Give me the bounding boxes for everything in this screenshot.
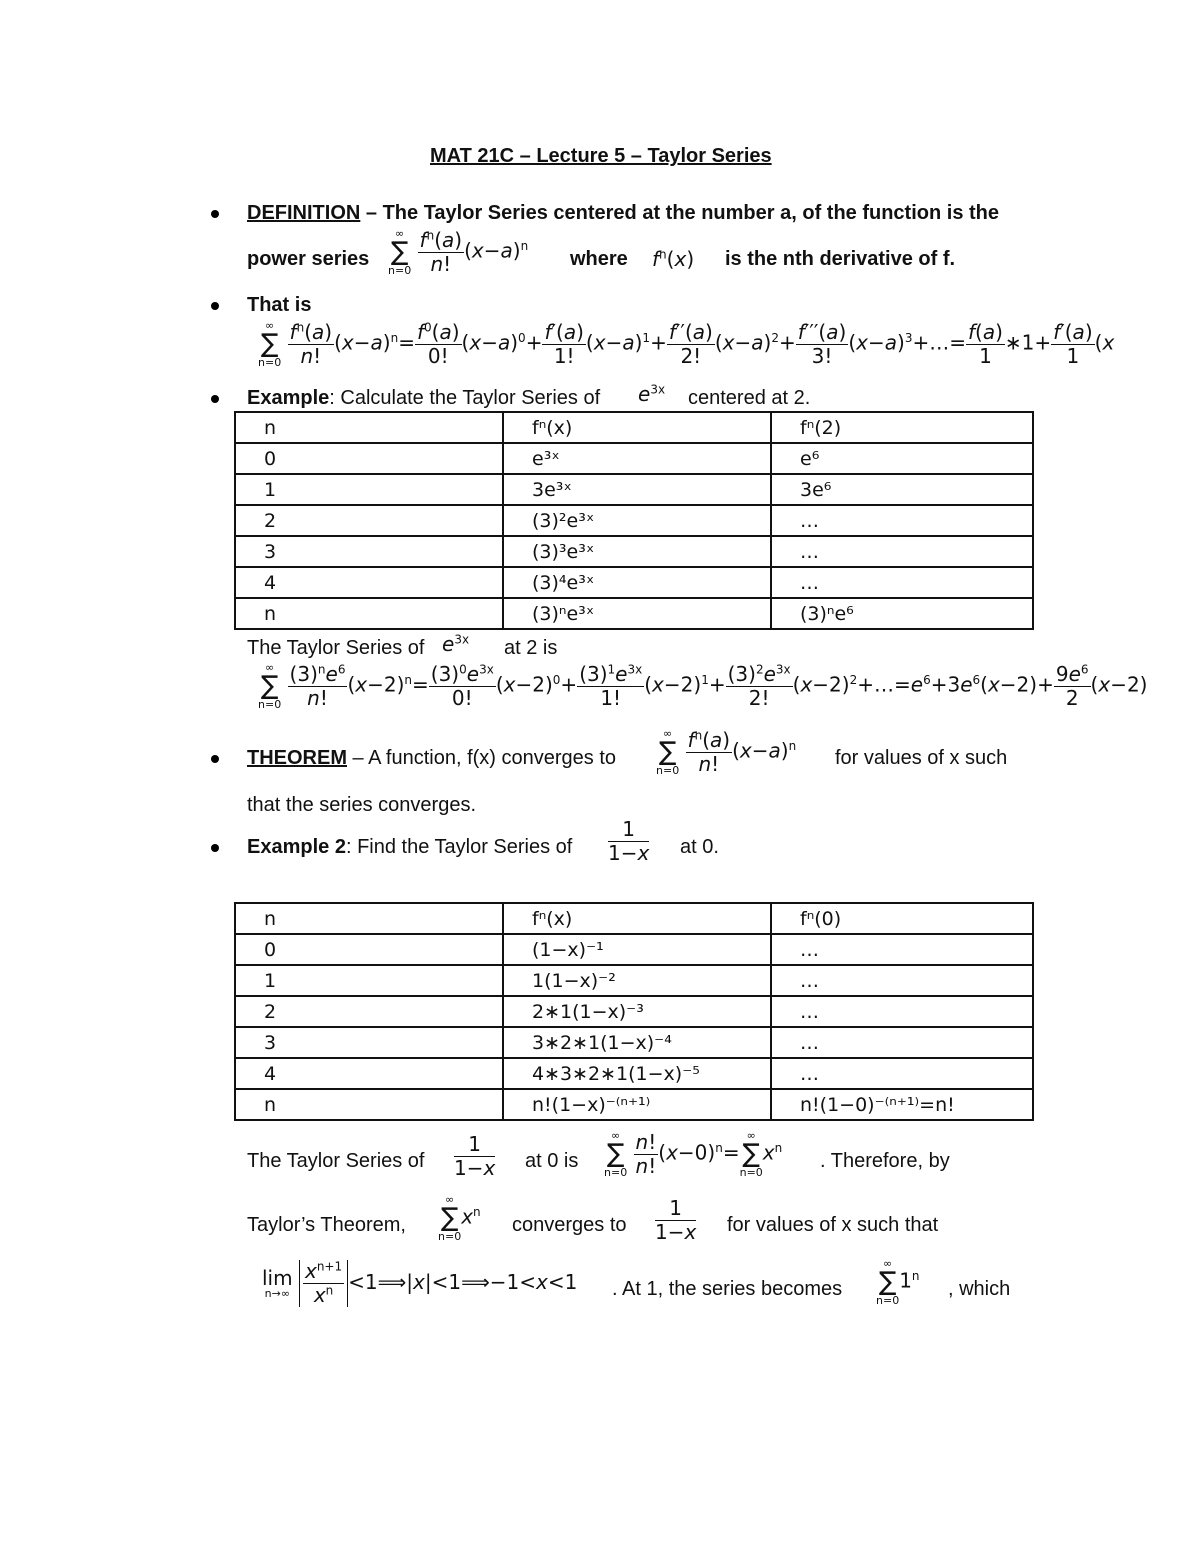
- example2-label: Example 2: [247, 836, 346, 858]
- example1-function: $e^{3x}$: [638, 382, 666, 406]
- table-header-cell: fⁿ(2): [771, 412, 1033, 443]
- table-row: [235, 474, 1033, 505]
- table-cell: 1(1−x)⁻²: [503, 965, 771, 996]
- table-header-cell: fⁿ(0): [771, 903, 1033, 934]
- table-cell: …: [771, 934, 1033, 965]
- that-is-label: That is: [247, 294, 312, 316]
- taylor-expansion-formula: ∞ ∑ n=0 $\frac{f^n(a)}{n!}$ $(x-a)^n=$ $\frac{f^0(a)}{0!}$ $(x-a)^0+$ $\frac{f'(a)}{1!}$ $(x-a)^1+$ $\frac{f''(a)}{2!}$ $(x-a)^2+$ $\frac{f'''(a)}{3!}$ $(x-a)^3+\dots=$ $\frac{f(a)}{1}$ ∗1+ $\frac{f'(a)}{1}$ (x: [258, 320, 1115, 369]
- example2-values-text: for values of x such that: [727, 1214, 939, 1236]
- table-cell: (3)³e³ˣ: [503, 536, 771, 567]
- example2-at-1-text: . At 1, the series becomes: [612, 1278, 843, 1300]
- table-cell: 3e³ˣ: [503, 474, 771, 505]
- table-cell: …: [771, 965, 1033, 996]
- page-title: MAT 21C – Lecture 5 – Taylor Series: [430, 145, 772, 167]
- table-cell: n: [235, 1089, 503, 1120]
- theorem-series-formula: ∞ ∑ n=0 $\frac{f^n(a)}{n!}$ $(x-a)^n$: [656, 727, 797, 777]
- example2-which: , which: [948, 1278, 1011, 1300]
- bullet: [211, 844, 219, 852]
- example2-line: [247, 836, 572, 859]
- table-cell: (3)²e³ˣ: [503, 505, 771, 536]
- table-cell: 2: [235, 996, 503, 1027]
- table-cell: (3)⁴e³ˣ: [503, 567, 771, 598]
- theorem-line-2: that the series converges.: [247, 794, 477, 816]
- table-cell: 4: [235, 567, 503, 598]
- table-cell: 3e⁶: [771, 474, 1033, 505]
- table-cell: …: [771, 1027, 1033, 1058]
- example2-taylor-theorem: Taylor’s Theorem,: [247, 1214, 406, 1236]
- table-cell: (1−x)⁻¹: [503, 934, 771, 965]
- theorem-text: – A function, f(x) converges to: [347, 747, 617, 769]
- example2-tail: at 0.: [680, 836, 719, 858]
- table-cell: 2: [235, 505, 503, 536]
- table-header-cell: fⁿ(x): [503, 903, 771, 934]
- example2-result-label: The Taylor Series of: [247, 1150, 425, 1172]
- table-row: [235, 996, 1033, 1027]
- bullet: [211, 395, 219, 403]
- example2-converges-to: converges to: [512, 1214, 627, 1236]
- table-cell: …: [771, 536, 1033, 567]
- table-cell: n: [235, 598, 503, 629]
- table-row: [235, 443, 1033, 474]
- bullet: [211, 302, 219, 310]
- example2-ones-series: ∞ ∑ n=0 1$^n$: [876, 1257, 920, 1307]
- table-cell: e⁶: [771, 443, 1033, 474]
- table-cell: …: [771, 567, 1033, 598]
- table-row: [235, 1058, 1033, 1089]
- theorem-label: THEOREM: [247, 747, 347, 769]
- table-cell: 0: [235, 934, 503, 965]
- example2-result-at: at 0 is: [525, 1150, 579, 1172]
- table-cell: (3)ⁿe³ˣ: [503, 598, 771, 629]
- table-cell: 3: [235, 1027, 503, 1058]
- example2-table: [234, 902, 1034, 1121]
- definition-label: DEFINITION: [247, 202, 361, 224]
- table-row: [235, 505, 1033, 536]
- example2-therefore: . Therefore, by: [820, 1150, 950, 1172]
- nth-derivative-symbol: $f^n(x)$: [652, 247, 695, 271]
- table-header-row: [235, 412, 1033, 443]
- table-row: [235, 934, 1033, 965]
- example2-result-function: $\frac{1}{1-x}$: [454, 1132, 496, 1180]
- example1-table: [234, 411, 1034, 630]
- ratio-test-formula: lim n→∞ $\frac{x^{n+1}}{x^n}$ <1⟹|x|<1⟹−1<x<1: [262, 1259, 578, 1307]
- definition-power-series-formula: ∞ ∑ n=0 $\frac{f^n(a)}{n!}$ $(x-a)^n$: [388, 227, 529, 277]
- definition-derivative-text: is the nth derivative of f.: [725, 248, 956, 270]
- example2-text: : Find the Taylor Series of: [345, 836, 573, 858]
- table-row: [235, 536, 1033, 567]
- table-cell: …: [771, 1058, 1033, 1089]
- example2-function: $\frac{1}{1-x}$: [608, 817, 650, 865]
- example1-series-formula: ∞ ∑ n=0 $\frac{(3)^ne^6}{n!}$ $(x-2)^n=$ $\frac{(3)^0e^{3x}}{0!}$ $(x-2)^0+$ $\frac{(3)^1e^{3x}}{1!}$ $(x-2)^1+$ $\frac{(3)^2e^{3x}}{2!}$ $(x-2)^2+\dots=e^6+3e^6(x-2)+$ $\frac{9e^6}{2}$ (x−2): [258, 662, 1148, 711]
- table-cell: 0: [235, 443, 503, 474]
- definition-power-series-label: power series: [247, 248, 370, 270]
- table-cell: 1: [235, 965, 503, 996]
- example1-result-at: at 2 is: [504, 637, 558, 659]
- definition-line-1: [247, 202, 999, 225]
- example2-series-formula: ∞ ∑ n=0 $\frac{n!}{n!}$ $(x-0)^n=$ ∞ ∑ n=0 $x^n$: [604, 1129, 783, 1179]
- table-header-row: [235, 903, 1033, 934]
- example2-geometric-series: ∞ ∑ n=0 $x^n$: [438, 1193, 481, 1243]
- table-cell: 4: [235, 1058, 503, 1089]
- theorem-tail: for values of x such: [835, 747, 1008, 769]
- table-cell: n!(1−x)⁻⁽ⁿ⁺¹⁾: [503, 1089, 771, 1120]
- table-cell: (3)ⁿe⁶: [771, 598, 1033, 629]
- example1-result-label: The Taylor Series of: [247, 637, 425, 659]
- table-header-cell: n: [235, 412, 503, 443]
- example2-limit-function: $\frac{1}{1-x}$: [655, 1196, 697, 1244]
- table-row: [235, 567, 1033, 598]
- theorem-line: [247, 747, 616, 770]
- table-row: [235, 1089, 1033, 1120]
- example1-line: [247, 387, 600, 410]
- table-header-cell: fⁿ(x): [503, 412, 771, 443]
- table-cell: …: [771, 505, 1033, 536]
- definition-where: where: [570, 248, 628, 270]
- example1-label: Example: [247, 387, 330, 409]
- table-cell: 1: [235, 474, 503, 505]
- bullet: [211, 210, 219, 218]
- definition-text: – The Taylor Series centered at the number a, of the function is the: [360, 202, 999, 224]
- example1-text: : Calculate the Taylor Series of: [329, 387, 601, 409]
- table-row: [235, 1027, 1033, 1058]
- table-cell: e³ˣ: [503, 443, 771, 474]
- table-cell: 3∗2∗1(1−x)⁻⁴: [503, 1027, 771, 1058]
- example1-result-function: $e^{3x}$: [442, 632, 470, 656]
- table-cell: …: [771, 996, 1033, 1027]
- table-cell: 2∗1(1−x)⁻³: [503, 996, 771, 1027]
- bullet: [211, 755, 219, 763]
- example1-tail: centered at 2.: [688, 387, 811, 409]
- table-row: [235, 598, 1033, 629]
- table-cell: 3: [235, 536, 503, 567]
- table-cell: n!(1−0)⁻⁽ⁿ⁺¹⁾=n!: [771, 1089, 1033, 1120]
- table-row: [235, 965, 1033, 996]
- table-cell: 4∗3∗2∗1(1−x)⁻⁵: [503, 1058, 771, 1089]
- table-header-cell: n: [235, 903, 503, 934]
